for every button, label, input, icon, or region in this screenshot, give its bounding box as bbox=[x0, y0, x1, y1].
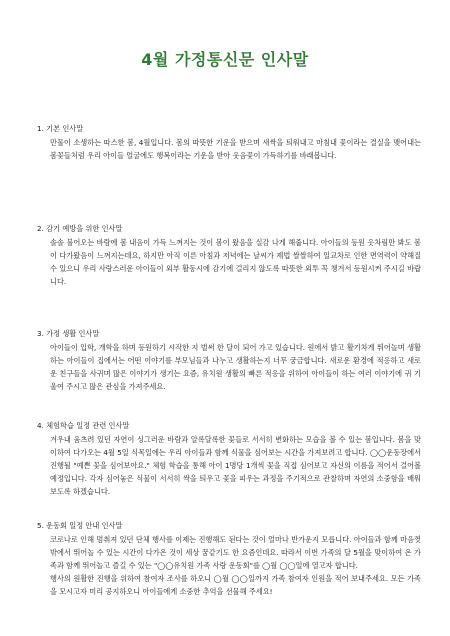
section-basic-greeting bbox=[37, 124, 421, 162]
section-paragraph: 행사의 원활한 진행을 위하여 참여자 조사를 하오니 ◯월 ◯◯일까지 가족 참여자 인원을 적어 보내주세요. 모든 가족을 모시고자 미리 공지하오니 아이들에게 소중한 추억을 선물해 주세요! bbox=[50, 574, 421, 596]
section-paragraph: 코로나로 인해 멈춰져 있던 단체 행사를 이제는 진행해도 된다는 것이 얼마나 반가운지 모릅니다. 아이들과 함께 마음껏 밖에서 뛰어놀 수 있는 시간이 다가온 것이 세상 꿈같기도 한 요즘인데요. 따라서 이번 가족의 달 5월을 맞이하여 온 가족과 함께 뛰어놀고 즐길 수 있는 "◯◯유치원 가족 사랑 운동회"를 ◯월 ◯◯일에 열고자 합니다. bbox=[50, 535, 421, 570]
section-paragraph: 만물이 소생하는 따스한 봄, 4월입니다. 봄의 따뜻한 기운을 받으며 새싹을 틔워내고 마침내 꽃이라는 결실을 맺어내는 봄꽃들처럼 우리 아이들 얼굴에도 행복이라는 기운을 받아 웃음꽃이 가득하기를 바래봅니다. bbox=[50, 138, 421, 160]
section-heading: 2. 감기 예방을 위한 인사말 bbox=[37, 224, 123, 233]
section-heading: 4. 체험학습 일정 관련 인사말 bbox=[37, 421, 130, 430]
section-paragraph: 아이들이 입학, 개학을 하며 등원하기 시작한 지 벌써 한 달이 되어 가고 있습니다. 원에서 밝고 활기차게 뛰어놀며 생활하는 아이들이 집에서는 어떤 이야기를 부모님들과 나누고 생활하는지 너무 궁금합니다. 새로운 환경에 적응하고 새로운 친구들을 사귀며 많은 이야기가 생기는 요즘, 유치원 생활의 빠른 적응을 위하여 아이들이 하는 여러 이야기에 귀 기울여 주시고 많은 관심을 가져주세요. bbox=[50, 343, 421, 391]
section-home-life bbox=[37, 329, 421, 393]
section-sports-day bbox=[37, 521, 421, 598]
section-cold-prevention bbox=[37, 224, 421, 288]
section-heading: 5. 운동회 일정 안내 인사말 bbox=[37, 521, 123, 530]
section-paragraph: 겨우내 움츠려 있던 자연이 싱그러운 바람과 알록달록한 꽃들로 서서히 변화하는 모습을 볼 수 있는 봄입니다. 봄을 맞이하여 다가오는 4월 5일 식목일에는 우리 아이들과 함께 식물을 심어보는 시간을 가져보려고 합니다. ◯◯운동장에서 진행될 "예쁜 꽃을 심어보아요." 체험 학습을 통해 아이 1명당 1개씩 꽃을 직접 심어보고 자신의 이름을 적어서 걸어볼 예정입니다. 각자 심어놓은 식물이 서서히 싹을 틔우고 꽃을 피우는 과정을 주기적으로 관찰하며 자연의 소중함을 배워보도록 하겠습니다. bbox=[50, 435, 421, 496]
section-heading: 1. 기본 인사말 bbox=[37, 124, 84, 133]
section-field-trip bbox=[37, 421, 421, 498]
document-title: 4월 가정통신문 인사말 bbox=[141, 50, 309, 69]
section-paragraph: 솔솔 불어오는 바람에 봄 내음이 가득 느껴지는 것이 봄이 왔음을 실감 나게 해줍니다. 아이들의 등원 옷차림만 봐도 봄이 다가왔음이 느껴지는데요, 하지만 아직 이른 아침과 저녁에는 날씨가 제법 쌀쌀하여 일교차로 인한 면역력이 약해질 수 있으니 우리 사랑스러운 아이들이 외부 활동시에 감기에 걸리지 않도록 따뜻한 외투 꼭 챙겨서 등원시켜 주시길 바랍니다. bbox=[50, 238, 421, 286]
section-heading: 3. 가정 생활 인사말 bbox=[37, 329, 100, 338]
